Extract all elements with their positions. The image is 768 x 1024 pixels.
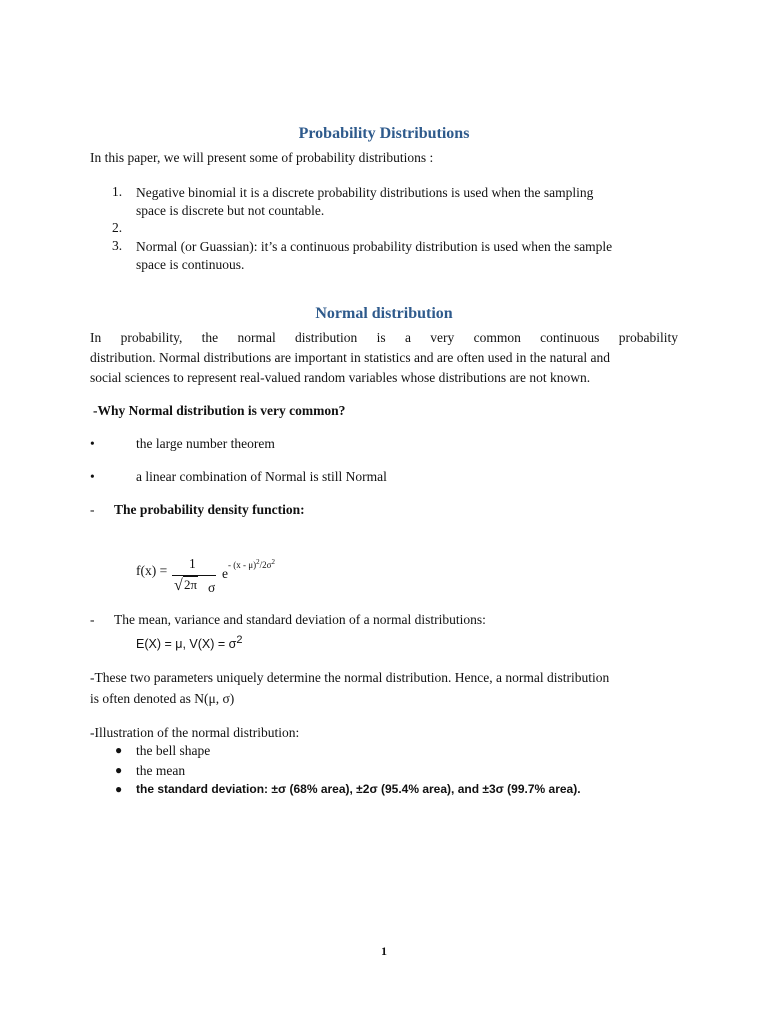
list-item-number: 3. [112,238,123,253]
list-item-line: Negative binomial it is a discrete probability distributions is used when the sampling [136,185,594,200]
sqrt-arg: 2π [184,577,198,592]
formula-sigma: σ [208,580,216,595]
list-item-line: space is continuous. [136,257,245,272]
bullet-icon: • [90,436,95,451]
section-title: Normal distribution [315,305,453,322]
formula-lhs: f(x) = [136,563,168,578]
bullet-text-bold: the standard deviation: ±σ (68% area), ±2σ (95.4% area), and ±3σ (99.7% area). [136,782,581,796]
list-item-number: 2. [112,220,123,235]
bullet-text: the bell shape [136,743,211,758]
paragraph-line: social sciences to represent real-valued random variables whose distributions are not known. [90,370,591,385]
illus-heading: -Illustration of the normal distribution: [90,725,300,740]
why-heading: -Why Normal distribution is very common? [93,403,346,418]
pdf-heading: The probability density function: [114,502,305,517]
bullet-text: a linear combination of Normal is still Normal [136,469,387,484]
formula-numerator: 1 [189,556,196,571]
params-line: -These two parameters uniquely determine the normal distribution. Hence, a normal distribution [90,670,610,685]
formula-exponent: - $(x - \mu)^2/2\sigma^2$ [228,558,275,570]
bullet-icon: • [90,469,95,484]
bullet-icon: ● [115,782,123,796]
mean-text: The mean, variance and standard deviation of a normal distributions: [114,612,486,627]
list-item-number: 1. [112,184,123,199]
params-line: is often denoted as N(μ, σ) [90,691,235,706]
bullet-text: the large number theorem [136,436,275,451]
bullet-text: the mean [136,763,186,778]
paragraph-line: distribution. Normal distributions are important in statistics and are often used in the natural and [90,350,611,365]
dash: - [90,612,95,627]
list-item-line: space is discrete but not countable. [136,203,325,218]
page-number: 1 [381,944,387,958]
bullet-icon: ● [115,743,123,757]
intro-text: In this paper, we will present some of probability distributions : [90,150,434,165]
sqrt-icon: √ [174,577,183,594]
doc-title: Probability Distributions [298,125,470,142]
paragraph-line: In probability, the normal distribution is a very common continuous probability [90,330,678,345]
bullet-icon: ● [115,763,123,777]
dash: - [90,502,95,517]
formula-e: e [222,566,228,581]
list-item-line: Normal (or Guassian): it’s a continuous probability distribution is used when the sample [136,239,613,254]
mean-formula: E(X) = μ, $V(X) = \sigma^2$ [136,634,243,652]
